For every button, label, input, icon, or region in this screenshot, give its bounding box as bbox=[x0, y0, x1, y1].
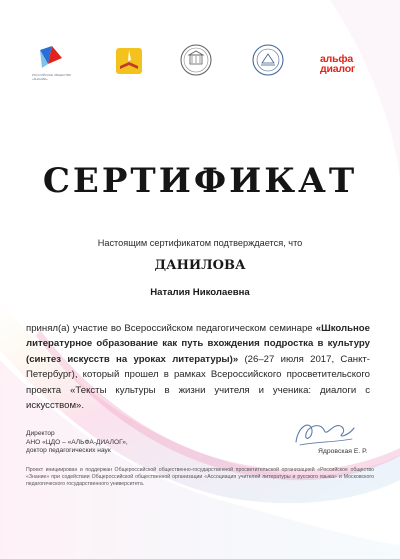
alfa-dialog-logo bbox=[320, 54, 372, 74]
znanie-caption: РОССИЙСКОЕ ОБЩЕСТВО «ЗНАНИЕ» bbox=[32, 73, 72, 81]
university-seal-icon bbox=[180, 44, 212, 76]
alfa-logo-line1: альфа bbox=[320, 53, 353, 65]
project-footnote: Проект инициирован и поддержан Общероссийской общественно-государственной просветительской организацией «Российское общество «Знание» при содействии Общероссийской общественной организации «Ассоциация учителей литературы и русского языка» и Московского педагогического государственного университета. bbox=[26, 467, 374, 488]
certificate-body bbox=[26, 321, 370, 413]
director-line2: АНО «ЦДО – «АЛЬФА-ДИАЛОГ», bbox=[26, 438, 128, 446]
mpgu-emblem bbox=[252, 44, 284, 76]
association-logo bbox=[114, 46, 144, 76]
university-emblem bbox=[180, 44, 212, 76]
recipient-given-names: Наталия Николаевна bbox=[150, 287, 250, 298]
mpgu-seal-icon bbox=[252, 44, 284, 76]
certificate-title: СЕРТИФИКАТ bbox=[42, 161, 358, 201]
alfa-logo-line2: диалог bbox=[320, 63, 356, 75]
confirm-line: Настоящим сертификатом подтверждается, что bbox=[97, 238, 303, 248]
book-quill-icon bbox=[114, 46, 144, 76]
signer-name: Ядровская Е. Р. bbox=[318, 448, 368, 455]
body-part2: (26–27 июля 2017, Санкт-Петербург), который прошел в рамках Всероссийского просветительского проекта «Тексты культуры в жизни учителя и ученика: диалоги с искусством». bbox=[26, 353, 371, 412]
body-part1: принял(а) участие во Всероссийском педагогическом семинаре bbox=[26, 323, 316, 334]
director-block bbox=[26, 430, 186, 456]
znanie-logo bbox=[32, 44, 72, 81]
handwritten-signature-icon bbox=[290, 412, 360, 452]
seminar-title: «Школьное литературное образование как путь вхождения подростка в культуру (синтез искусств на уроках литературы)» bbox=[26, 323, 370, 365]
director-line1: Директор bbox=[26, 430, 55, 437]
znanie-icon bbox=[38, 44, 64, 72]
director-line3: доктор педагогических наук bbox=[26, 447, 111, 455]
partner-logos bbox=[30, 44, 370, 92]
recipient-surname: ДАНИЛОВА bbox=[154, 258, 246, 273]
